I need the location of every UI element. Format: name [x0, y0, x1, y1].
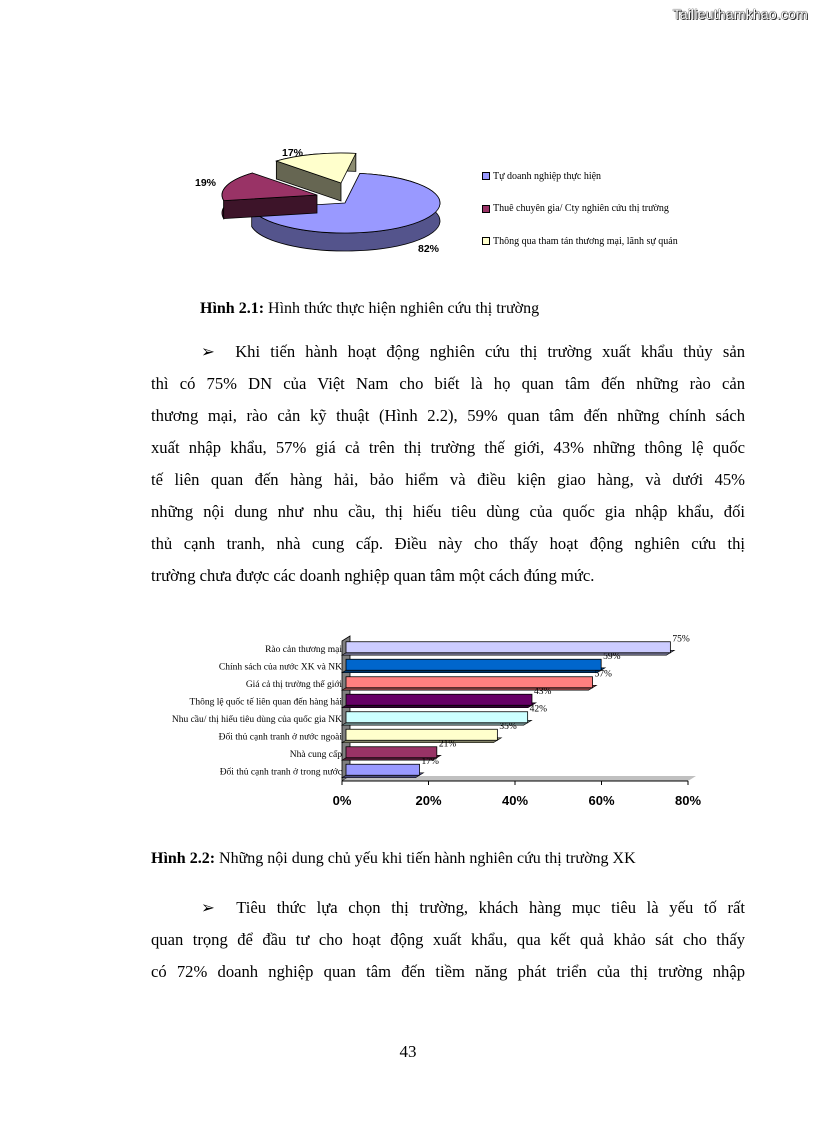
legend-swatch-2 [482, 205, 490, 213]
figure1-caption [200, 300, 539, 318]
bullet-icon: ➢ [201, 898, 215, 917]
bar-8 [346, 764, 420, 775]
paragraph-1-line-7: thủ cạnh tranh, nhà cung cấp. Điều này cho thấy hoạt động nghiên cứu thị [151, 534, 745, 553]
pie-legend-item-3 [482, 235, 678, 247]
pie-label-3: 17% [282, 147, 304, 159]
figure2-caption-label: Hình 2.2: [151, 850, 216, 867]
bar-category-label-1: Rào cản thương mại [265, 644, 342, 655]
bar-1 [346, 642, 670, 653]
paragraph-1-line-1: ➢ Khi tiến hành hoạt động nghiên cứu thị trường xuất khẩu thủy sản [201, 342, 745, 361]
paragraph-1-line-5: tế liên quan đến hàng hải, bảo hiểm và điều kiện giao hàng, và dưới 45% [151, 470, 745, 489]
paragraph-1-line-2: thì có 75% DN của Việt Nam cho biết là họ quan tâm đến những rào cản [151, 374, 745, 393]
bar-3 [346, 677, 593, 688]
page-number: 43 [399, 1042, 417, 1061]
paragraph-1-line-4: xuất nhập khẩu, 57% giá cả trên thị trường thế giới, 43% những thông lệ quốc [151, 438, 745, 457]
paragraph-2-line-1: ➢ Tiêu thức lựa chọn thị trường, khách hàng mục tiêu là yếu tố rất [201, 898, 745, 917]
paragraph-1 [151, 336, 745, 592]
bar-chart-tick-label-2: 20% [415, 793, 442, 808]
paragraph-2 [151, 892, 745, 988]
bar-category-label-4: Thông lệ quốc tế liên quan đến hàng hải [189, 697, 342, 708]
bar-chart-tick-label-1: 0% [332, 793, 352, 808]
bar-category-label-6: Đối thủ cạnh tranh ở nước ngoài [218, 732, 342, 743]
bar-category-label-3: Giá cả thị trường thế giới [245, 679, 342, 690]
figure2-caption-text: Những nội dung chủ yếu khi tiến hành nghiên cứu thị trường XK [215, 850, 636, 867]
bar-2 [346, 659, 601, 670]
legend-swatch-1 [482, 172, 490, 180]
bar-value-label-8: 17% [421, 756, 439, 767]
paragraph-1-line-6: những nội dung như nhu cầu, thị hiếu tiêu dùng của quốc gia nhập khẩu, đối [151, 502, 745, 521]
legend-label-1: Tự doanh nghiệp thực hiện [493, 170, 602, 182]
pie-legend [482, 170, 678, 268]
bar-chart-tick-label-4: 60% [588, 793, 615, 808]
legend-label-3: Thông qua tham tán thương mại, lãnh sự quán [493, 235, 678, 247]
bar-chart [140, 628, 720, 808]
bullet-icon: ➢ [201, 342, 215, 361]
bar-category-label-7: Nhà cung cấp [289, 749, 342, 760]
pie-label-1: 82% [418, 243, 440, 255]
bar-category-label-2: Chính sách của nước XK và NK [218, 662, 342, 673]
bar-value-label-2: 59% [603, 651, 621, 662]
paragraph-2-line-3: có 72% doanh nghiệp quan tâm đến tiềm năng phát triển của thị trường nhập [151, 962, 745, 981]
paragraph-1-line-8: trường chưa được các doanh nghiệp quan tâm một cách đúng mức. [151, 566, 595, 585]
bar-category-label-5: Nhu cầu/ thị hiếu tiêu dùng của quốc gia NK [171, 714, 342, 725]
legend-label-2: Thuê chuyên gia/ Cty nghiên cứu thị trường [493, 203, 669, 214]
figure2-caption [151, 850, 636, 868]
pie-legend-item-2 [482, 203, 678, 215]
bar-value-label-4: 43% [533, 686, 552, 697]
pie-label-2: 19% [195, 177, 217, 189]
bar-category-label-8: Đối thủ cạnh tranh ở trong nước [219, 767, 342, 778]
bar-chart-tick-label-5: 80% [674, 793, 702, 808]
bar-6 [346, 729, 497, 740]
bar-4 [346, 694, 532, 705]
bar-value-label-1: 75% [672, 634, 690, 645]
pie-legend-item-1 [482, 170, 678, 182]
figure1-caption-text: Hình thức thực hiện nghiên cứu thị trường [264, 300, 540, 317]
paragraph-2-line-2: quan trọng để đầu tư cho hoạt động xuất khẩu, qua kết quả khảo sát cho thấy [151, 930, 745, 949]
bar-value-label-6: 35% [499, 721, 517, 732]
bar-value-label-3: 57% [594, 669, 612, 680]
paragraph-1-line-3: thương mại, rào cản kỹ thuật (Hình 2.2), 59% quan tâm đến những chính sách [151, 406, 745, 425]
bar-value-label-5: 42% [529, 704, 548, 715]
bar-value-label-7: 21% [438, 739, 457, 750]
bar-chart-tick-label-3: 40% [501, 793, 529, 808]
legend-swatch-3 [482, 237, 490, 245]
figure1-caption-label: Hình 2.1: [200, 300, 265, 317]
watermark: Tailieuthamkhao.com [672, 6, 808, 22]
